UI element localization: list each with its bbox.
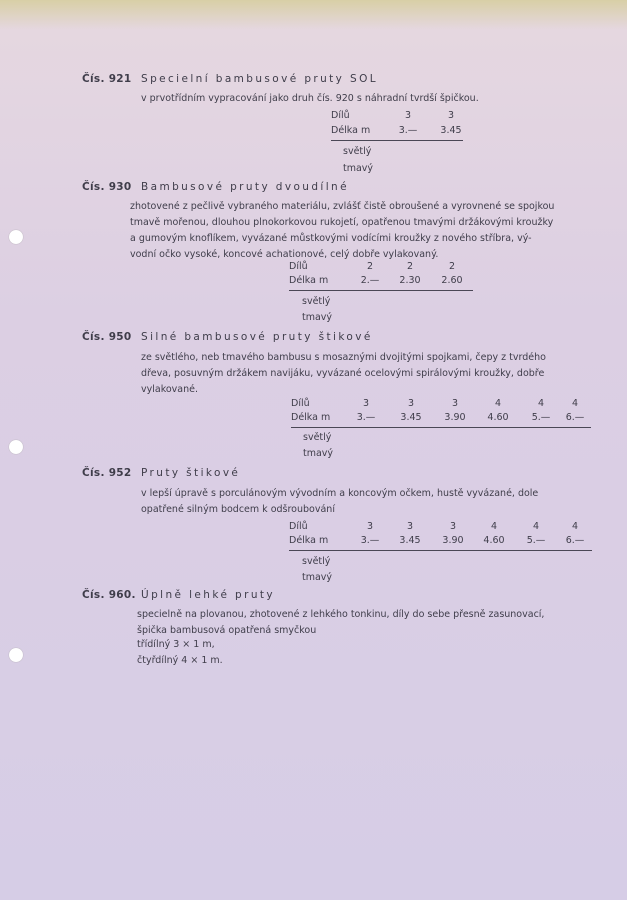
length-value: 5.— bbox=[526, 535, 546, 546]
length-value: 3.90 bbox=[444, 412, 466, 423]
length-value: 3.45 bbox=[399, 535, 421, 546]
table-rule bbox=[289, 290, 473, 291]
item-description bbox=[141, 91, 479, 107]
item-title: Bambusové pruty dvoudílné bbox=[141, 181, 349, 193]
item-number: Čís. 930 bbox=[82, 181, 132, 193]
length-value: 4.60 bbox=[483, 535, 505, 546]
variant-light: světlý bbox=[303, 432, 332, 443]
length-value: 3.— bbox=[356, 412, 376, 423]
description-line: vodní očko vysoké, koncové achationové, celý dobře vylakovaný. bbox=[130, 249, 439, 260]
punch-hole bbox=[9, 648, 23, 662]
description-line: a gumovým knoflíkem, vyvázané můstkovými vodícími kroužky z nového stříbra, vý- bbox=[130, 233, 532, 244]
length-value: 3.45 bbox=[400, 412, 422, 423]
variant-light: světlý bbox=[302, 556, 331, 567]
parts-value: 4 bbox=[537, 398, 545, 409]
description-line: tmavě mořenou, dlouhou plnokorkovou rukojetí, opatřenou tmavými držákovými kroužky bbox=[130, 217, 554, 228]
parts-label: Dílů bbox=[291, 398, 310, 409]
item-title: Úplně lehké pruty bbox=[141, 589, 276, 601]
variant-light: světlý bbox=[343, 146, 372, 157]
variant-dark: tmavý bbox=[303, 448, 334, 459]
length-value: 2.30 bbox=[399, 275, 421, 286]
variant-note: čtyřdílný 4 × 1 m. bbox=[137, 655, 223, 666]
parts-value: 3 bbox=[447, 110, 455, 121]
variant-dark: tmavý bbox=[302, 312, 333, 323]
length-value: 2.— bbox=[360, 275, 380, 286]
length-value: 3.90 bbox=[442, 535, 464, 546]
punch-hole bbox=[9, 440, 23, 454]
length-label: Délka m bbox=[291, 412, 331, 423]
description-line: dřeva, posuvným držákem navijáku, vyvázané ocelovými spirálovými kroužky, dobře bbox=[141, 368, 545, 379]
parts-value: 4 bbox=[571, 521, 579, 532]
length-label: Délka m bbox=[331, 125, 371, 136]
variant-dark: tmavý bbox=[343, 163, 374, 174]
description-line: v prvotřídním vypracování jako druh čís. 920 s náhradní tvrdší špičkou. bbox=[141, 93, 479, 104]
item-description bbox=[130, 199, 554, 263]
parts-label: Dílů bbox=[331, 110, 350, 121]
item-title: Silné bambusové pruty štikové bbox=[141, 331, 373, 343]
parts-value: 3 bbox=[451, 398, 459, 409]
parts-value: 3 bbox=[449, 521, 457, 532]
parts-label: Dílů bbox=[289, 521, 308, 532]
description-line: opatřené silným bodcem k odšroubování bbox=[141, 504, 335, 515]
item-description bbox=[137, 607, 544, 639]
parts-value: 4 bbox=[571, 398, 579, 409]
parts-value: 2 bbox=[366, 261, 374, 272]
parts-value: 4 bbox=[490, 521, 498, 532]
parts-value: 3 bbox=[407, 398, 415, 409]
table-rule bbox=[291, 427, 591, 428]
parts-value: 3 bbox=[404, 110, 412, 121]
variant-note: třídílný 3 × 1 m, bbox=[137, 639, 215, 650]
length-label: Délka m bbox=[289, 535, 329, 546]
table-rule bbox=[331, 140, 463, 141]
item-description bbox=[141, 486, 538, 518]
item-title: Pruty štikové bbox=[141, 467, 241, 479]
item-number: Čís. 921 bbox=[82, 73, 132, 85]
item-number: Čís. 952 bbox=[82, 467, 132, 479]
item-title: Specielní bambusové pruty SOL bbox=[141, 73, 379, 85]
parts-value: 2 bbox=[448, 261, 456, 272]
length-value: 6.— bbox=[565, 535, 585, 546]
item-number: Čís. 960. bbox=[82, 589, 136, 601]
parts-value: 3 bbox=[366, 521, 374, 532]
item-number: Čís. 950 bbox=[82, 331, 132, 343]
parts-label: Dílů bbox=[289, 261, 308, 272]
length-value: 3.45 bbox=[440, 125, 462, 136]
length-value: 3.— bbox=[398, 125, 418, 136]
description-line: špička bambusová opatřená smyčkou bbox=[137, 625, 317, 636]
description-line: ze světlého, neb tmavého bambusu s mosaznými dvojitými spojkami, čepy z tvrdého bbox=[141, 352, 546, 363]
length-value: 4.60 bbox=[487, 412, 509, 423]
description-line: vylakované. bbox=[141, 384, 199, 395]
variant-dark: tmavý bbox=[302, 572, 333, 583]
variant-light: světlý bbox=[302, 296, 331, 307]
parts-value: 4 bbox=[532, 521, 540, 532]
length-value: 5.— bbox=[531, 412, 551, 423]
length-value: 6.— bbox=[565, 412, 585, 423]
parts-value: 4 bbox=[494, 398, 502, 409]
length-value: 3.— bbox=[360, 535, 380, 546]
table-rule bbox=[289, 550, 592, 551]
description-line: v lepší úpravě s porculánovým vývodním a koncovým očkem, hustě vyvázané, dole bbox=[141, 488, 539, 499]
item-description bbox=[141, 350, 546, 398]
page-top-band bbox=[0, 0, 627, 30]
description-line: zhotovené z pečlivě vybraného materiálu, zvlášť čistě obroušené a vyrovnené se spojkou bbox=[130, 201, 555, 212]
parts-value: 3 bbox=[362, 398, 370, 409]
length-value: 2.60 bbox=[441, 275, 463, 286]
parts-value: 3 bbox=[406, 521, 414, 532]
parts-value: 2 bbox=[406, 261, 414, 272]
description-line: specielně na plovanou, zhotovené z lehkého tonkinu, díly do sebe přesně zasunovací, bbox=[137, 609, 545, 620]
length-label: Délka m bbox=[289, 275, 329, 286]
punch-hole bbox=[9, 230, 23, 244]
